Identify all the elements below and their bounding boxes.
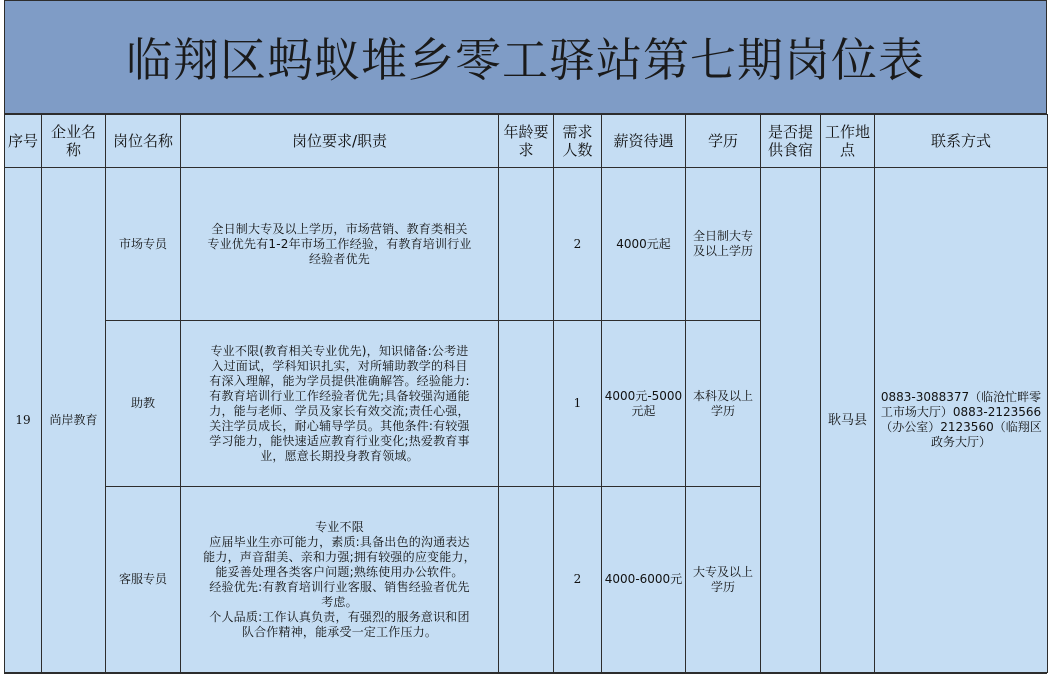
cell-age[interactable] (499, 487, 554, 673)
page-title: 临翔区蚂蚁堆乡零工驿站第七期岗位表 (126, 33, 925, 87)
cell-education[interactable]: 本科及以上学历 (686, 321, 761, 487)
job-table (4, 114, 1048, 673)
table-row (5, 168, 1048, 321)
header-age[interactable]: 年龄要求 (499, 115, 554, 168)
cell-contact[interactable]: 0883-3088377（临沧忙畔零工市场大厅）0883-2123566（办公室）2123560（临翔区政务大厅） (875, 168, 1048, 673)
header-seq[interactable]: 序号 (5, 115, 42, 168)
title-banner (4, 0, 1047, 114)
cell-salary[interactable]: 4000元起 (602, 168, 686, 321)
cell-position-name[interactable]: 客服专员 (106, 487, 181, 673)
cell-location[interactable]: 耿马县 (821, 168, 875, 673)
header-requirements[interactable]: 岗位要求/职责 (181, 115, 499, 168)
header-education[interactable]: 学历 (686, 115, 761, 168)
header-row (5, 115, 1048, 168)
cell-headcount[interactable]: 1 (554, 321, 602, 487)
cell-company[interactable]: 尚岸教育 (42, 168, 106, 673)
header-location[interactable]: 工作地点 (821, 115, 875, 168)
cell-requirements[interactable]: 专业不限(教育相关专业优先)，知识储备:公考进 入过面试，学科知识扎实，对所辅助教学的科目 有深入理解，能为学员提供准确解答。经验能力: 有教育培训行业工作经验者优先;具备较强沟通能 力，能与老师、学员及家长有效交流;责任心强， 关注学员成长，耐心辅导学员。其他条件:有较强 学习能力，能快速适应教育行业变化;热爱教育事 业，愿意长期投身教育领域。 (181, 321, 499, 487)
cell-requirements[interactable]: 全日制大专及以上学历，市场营销、教育类相关 专业优先有1-2年市场工作经验，有教育培训行业 经验者优先 (181, 168, 499, 321)
header-meals[interactable]: 是否提供食宿 (761, 115, 821, 168)
cell-education[interactable]: 大专及以上学历 (686, 487, 761, 673)
cell-meals[interactable] (761, 168, 821, 673)
header-company[interactable]: 企业名称 (42, 115, 106, 168)
header-salary[interactable]: 薪资待遇 (602, 115, 686, 168)
cell-salary[interactable]: 4000元-5000元起 (602, 321, 686, 487)
cell-position-name[interactable]: 市场专员 (106, 168, 181, 321)
cell-age[interactable] (499, 321, 554, 487)
header-position[interactable]: 岗位名称 (106, 115, 181, 168)
cell-education[interactable]: 全日制大专及以上学历 (686, 168, 761, 321)
cell-requirements[interactable]: 专业不限 应届毕业生亦可能力，素质:具备出色的沟通表达 能力，声音甜美、亲和力强;拥有较强的应变能力， 能妥善处理各类客户问题;熟练使用办公软件。 经验优先:有教育培训行业客服、销售经验者优先 考虑。 个人品质:工作认真负责，有强烈的服务意识和团 队合作精神，能承受一定工作压力。 (181, 487, 499, 673)
cell-position-name[interactable]: 助教 (106, 321, 181, 487)
cell-age[interactable] (499, 168, 554, 321)
header-headcount[interactable]: 需求人数 (554, 115, 602, 168)
cell-headcount[interactable]: 2 (554, 487, 602, 673)
cell-headcount[interactable]: 2 (554, 168, 602, 321)
cell-seq[interactable]: 19 (5, 168, 42, 673)
cell-salary[interactable]: 4000-6000元 (602, 487, 686, 673)
header-contact[interactable]: 联系方式 (875, 115, 1048, 168)
